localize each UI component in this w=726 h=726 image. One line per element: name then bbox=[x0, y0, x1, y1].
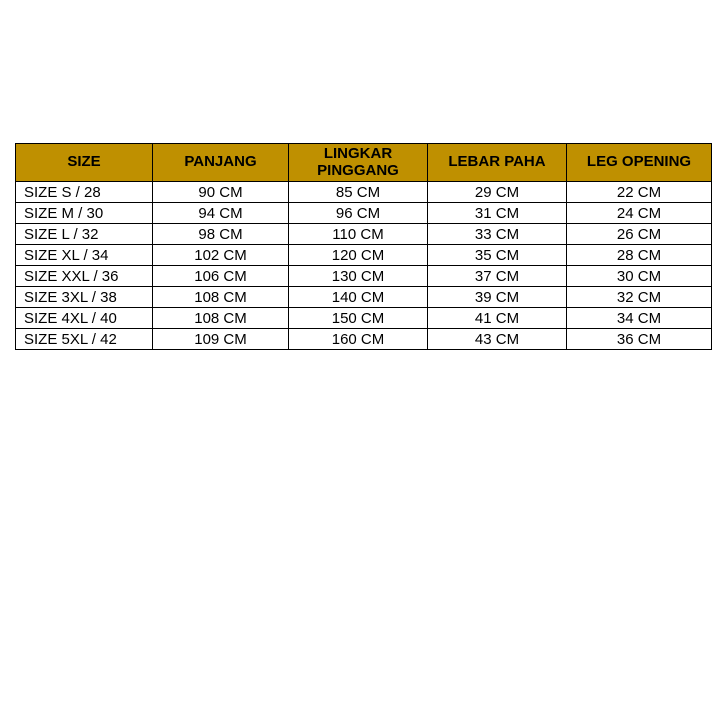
cell-lebar: 43 CM bbox=[428, 329, 567, 350]
cell-leg: 34 CM bbox=[567, 308, 712, 329]
cell-leg: 32 CM bbox=[567, 287, 712, 308]
cell-lebar: 35 CM bbox=[428, 245, 567, 266]
cell-panjang: 90 CM bbox=[153, 182, 289, 203]
header-cell-panjang: PANJANG bbox=[153, 144, 289, 182]
cell-panjang: 108 CM bbox=[153, 308, 289, 329]
cell-lingkar: 150 CM bbox=[289, 308, 428, 329]
header-cell-leg-opening: LEG OPENING bbox=[567, 144, 712, 182]
cell-leg: 28 CM bbox=[567, 245, 712, 266]
header-cell-lebar-paha: LEBAR PAHA bbox=[428, 144, 567, 182]
cell-lingkar: 130 CM bbox=[289, 266, 428, 287]
cell-lingkar: 85 CM bbox=[289, 182, 428, 203]
table-row bbox=[16, 266, 712, 287]
cell-size: SIZE XXL / 36 bbox=[16, 266, 153, 287]
cell-size: SIZE XL / 34 bbox=[16, 245, 153, 266]
cell-lebar: 41 CM bbox=[428, 308, 567, 329]
cell-lebar: 31 CM bbox=[428, 203, 567, 224]
table-row bbox=[16, 308, 712, 329]
cell-size: SIZE L / 32 bbox=[16, 224, 153, 245]
cell-lebar: 29 CM bbox=[428, 182, 567, 203]
cell-panjang: 94 CM bbox=[153, 203, 289, 224]
cell-lebar: 37 CM bbox=[428, 266, 567, 287]
cell-lebar: 39 CM bbox=[428, 287, 567, 308]
cell-leg: 24 CM bbox=[567, 203, 712, 224]
cell-leg: 36 CM bbox=[567, 329, 712, 350]
size-chart-table bbox=[15, 143, 712, 350]
cell-size: SIZE 3XL / 38 bbox=[16, 287, 153, 308]
cell-leg: 22 CM bbox=[567, 182, 712, 203]
cell-lingkar: 160 CM bbox=[289, 329, 428, 350]
cell-leg: 30 CM bbox=[567, 266, 712, 287]
table-row bbox=[16, 203, 712, 224]
header-cell-lingkar: LINGKAR PINGGANG bbox=[289, 144, 428, 182]
cell-lingkar: 120 CM bbox=[289, 245, 428, 266]
table-header bbox=[16, 144, 712, 182]
table-row bbox=[16, 329, 712, 350]
cell-size: SIZE S / 28 bbox=[16, 182, 153, 203]
cell-lingkar: 96 CM bbox=[289, 203, 428, 224]
cell-leg: 26 CM bbox=[567, 224, 712, 245]
cell-lingkar: 140 CM bbox=[289, 287, 428, 308]
cell-lebar: 33 CM bbox=[428, 224, 567, 245]
cell-lingkar: 110 CM bbox=[289, 224, 428, 245]
table-body bbox=[16, 182, 712, 350]
cell-panjang: 98 CM bbox=[153, 224, 289, 245]
header-cell-size: SIZE bbox=[16, 144, 153, 182]
cell-size: SIZE M / 30 bbox=[16, 203, 153, 224]
table-row bbox=[16, 287, 712, 308]
table-row bbox=[16, 182, 712, 203]
cell-size: SIZE 5XL / 42 bbox=[16, 329, 153, 350]
table-row bbox=[16, 224, 712, 245]
cell-panjang: 109 CM bbox=[153, 329, 289, 350]
cell-panjang: 102 CM bbox=[153, 245, 289, 266]
table-row bbox=[16, 245, 712, 266]
cell-panjang: 106 CM bbox=[153, 266, 289, 287]
cell-size: SIZE 4XL / 40 bbox=[16, 308, 153, 329]
cell-panjang: 108 CM bbox=[153, 287, 289, 308]
header-row bbox=[16, 144, 712, 182]
